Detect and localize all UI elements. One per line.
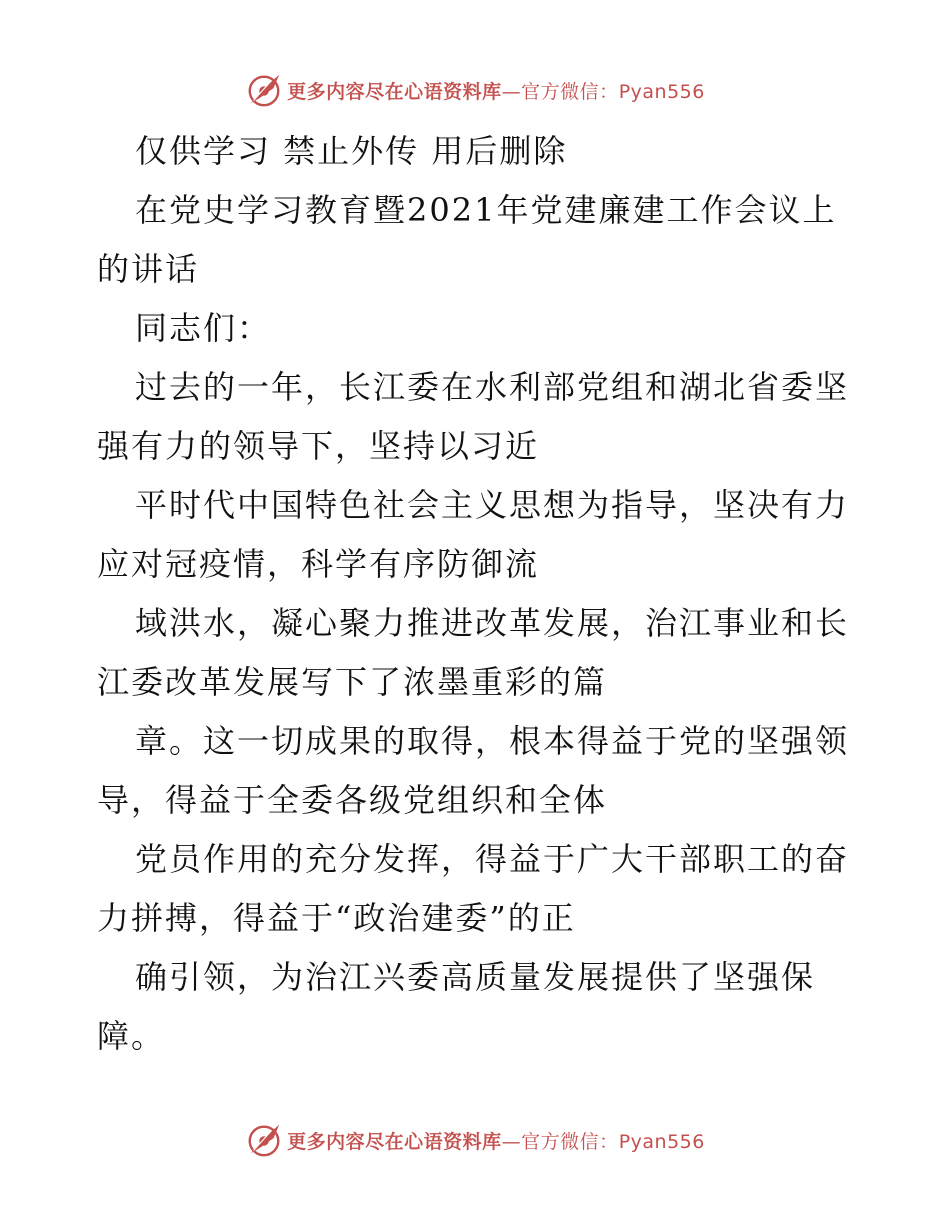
paragraph-line: 力拼搏，得益于“政治建委”的正 — [97, 899, 576, 937]
paragraph-line: 确引领，为治江兴委高质量发展提供了坚强保 — [135, 958, 816, 996]
paragraph-line: 应对冠疫情，科学有序防御流 — [97, 545, 540, 583]
paragraph-line: 障。 — [97, 1017, 166, 1055]
paragraph-line: 江委改革发展写下了浓墨重彩的篇 — [97, 663, 608, 701]
paragraph-line: 平时代中国特色社会主义思想为指导，坚决有力 — [135, 486, 850, 524]
paragraph-line: 章。这一切成果的取得，根本得益于党的坚强领 — [135, 722, 850, 760]
header-banner — [0, 68, 950, 112]
notice-line: 仅供学习 禁止外传 用后删除 — [135, 132, 568, 170]
paragraph-line: 过去的一年，长江委在水利部党组和湖北省委坚 — [135, 368, 850, 406]
quill-logo-icon — [245, 1121, 283, 1159]
quill-logo-icon — [245, 71, 283, 109]
footer-banner — [0, 1118, 950, 1162]
paragraph-line: 强有力的领导下，坚持以习近 — [97, 427, 540, 465]
document-body — [97, 122, 857, 1066]
salutation: 同志们： — [135, 309, 272, 347]
paragraph-line: 域洪水，凝心聚力推进改革发展，治江事业和长 — [135, 604, 850, 642]
header-banner-text: 更多内容尽在心语资料库—官方微信：Pyan556 — [287, 80, 705, 103]
paragraph-line: 党员作用的充分发挥，得益于广大干部职工的奋 — [135, 840, 850, 878]
footer-banner-text: 更多内容尽在心语资料库—官方微信：Pyan556 — [287, 1130, 705, 1153]
paragraph-line: 导，得益于全委各级党组织和全体 — [97, 781, 608, 819]
document-title-line-2: 的讲话 — [97, 250, 200, 288]
document-title-line-1: 在党史学习教育暨2021年党建廉建工作会议上 — [135, 191, 837, 229]
